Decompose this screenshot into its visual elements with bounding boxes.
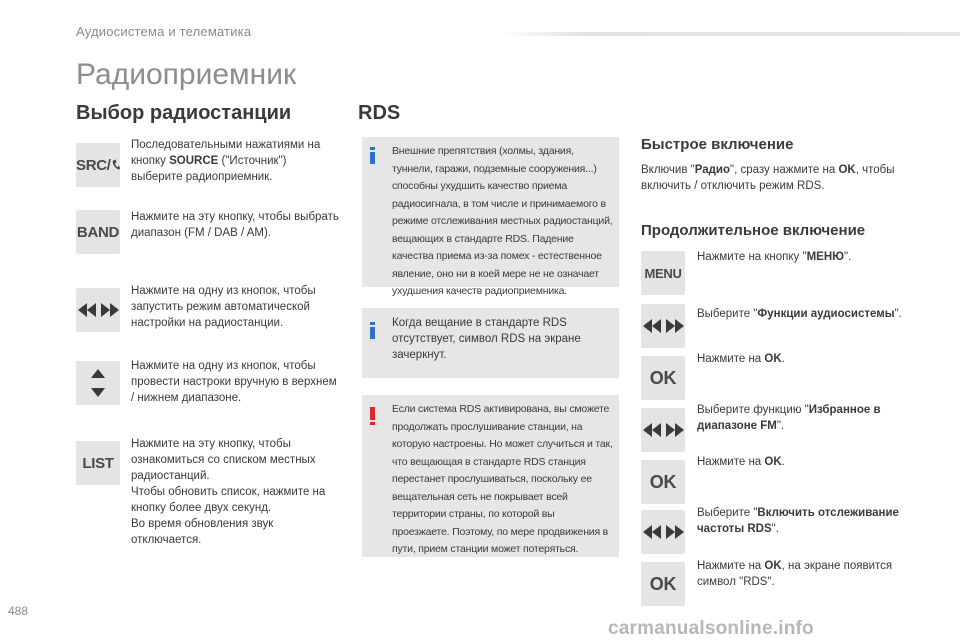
- ok-button-icon: [641, 460, 685, 504]
- header-title: Аудиосистема и телематика: [76, 24, 252, 39]
- band-button-label: BAND: [76, 223, 120, 241]
- page-title: Радиоприемник: [76, 58, 297, 91]
- seek-arrows-icon: [641, 304, 685, 348]
- menu-button-icon: [641, 251, 685, 295]
- src-button-label: SRC/: [76, 156, 111, 174]
- extended-title: Продолжительное включение: [641, 222, 866, 239]
- header-rule: [500, 32, 960, 36]
- up-down-arrows-icon: [76, 361, 120, 405]
- ok-button-label: OK: [649, 471, 677, 492]
- section-title-station: Выбор радиостанции: [76, 102, 292, 124]
- rds-absent-note: [362, 308, 619, 378]
- ok-button-label: OK: [649, 367, 677, 388]
- quick-title: Быстрое включение: [641, 136, 794, 153]
- station-step-list: Нажмите на эту кнопку, чтобы ознакомиться со списком местных радиостанций. Чтобы обновить список, нажмите на кнопку более двух секунд. Во время обновления звук отключается.: [131, 438, 326, 546]
- info-icon: [370, 147, 377, 165]
- band-button-icon: [76, 210, 120, 254]
- rds-absent-text: Когда вещание в стандарте RDS отсутствует, символ RDS на экране зачеркнут.: [392, 317, 581, 361]
- seek-arrows-icon: [76, 288, 120, 332]
- phone-icon: [111, 157, 120, 173]
- station-step-manual: Нажмите на одну из кнопок, чтобы провести настроки вручную в верхнем / нижнем диапазоне.: [131, 360, 337, 404]
- ok-button-label: OK: [649, 573, 677, 594]
- watermark: carmanualsonline.info: [608, 618, 814, 639]
- ok-button-icon: [641, 562, 685, 606]
- extended-step-2: Выберите "Функции аудиосистемы".: [697, 308, 902, 320]
- quick-text: Включив "Радио", сразу нажмите на OK, чтобы включить / отключить режим RDS.: [641, 164, 895, 192]
- info-icon: [370, 322, 377, 340]
- extended-step-5: Нажмите на OK.: [697, 456, 785, 468]
- seek-arrows-icon: [641, 510, 685, 554]
- section-title-rds: RDS: [358, 102, 401, 124]
- src-phone-icon: [76, 143, 120, 187]
- rds-info-text: Внешние препятствия (холмы, здания, туннели, гаражи, подземные сооружения...) способны ухудшить качество приема радиосигнала, в том числе и принимаемого в режиме отслеживания местных радиостанций, вещающих в стандарте RDS. Падение качества приема из-за помех - естественное явление, оно ни в коей мере не не означает ухудшения качеств радиоприемника.: [392, 145, 613, 297]
- list-button-icon: [76, 441, 120, 485]
- station-step-band: Нажмите на эту кнопку, чтобы выбрать диапазон (FM / DAB / AM).: [131, 211, 339, 239]
- station-step-seek: Нажмите на одну из кнопок, чтобы запустить режим автоматической настройки на радиостанции.: [131, 285, 316, 329]
- warning-icon: [370, 407, 377, 425]
- extended-step-3: Нажмите на OK.: [697, 353, 785, 365]
- extended-step-6: Выберите "Включить отслеживание частоты RDS".: [697, 507, 899, 535]
- menu-button-label: MENU: [644, 265, 682, 281]
- list-button-label: LIST: [82, 454, 114, 472]
- rds-warning-text: Если система RDS активирована, вы сможете продолжать прослушивание станции, на которую настроены. Но может случиться и так, что вещающая в стандарте RDS станция перестанет прослушиваться, поскольку ее вещательная сеть не покрывает всей территории страны, по которой вы проезжаете. Поэтому, по мере продвижения в пути, прием станции может потеряться.: [392, 403, 613, 555]
- ok-button-icon: [641, 356, 685, 400]
- extended-step-1: Нажмите на кнопку "МЕНЮ".: [697, 251, 852, 263]
- rds-warning-note: [362, 395, 619, 557]
- seek-arrows-icon: [641, 408, 685, 452]
- page-number: 488: [8, 604, 29, 618]
- extended-step-4: Выберите функцию "Избранное в диапазоне FM".: [697, 404, 881, 432]
- rds-info-note: [362, 137, 619, 297]
- station-step-source: Последовательными нажатиями на кнопку SOURCE ("Источник") выберите радиоприемник.: [131, 139, 321, 183]
- extended-step-7: Нажмите на OK, на экране появится символ "RDS".: [697, 560, 893, 588]
